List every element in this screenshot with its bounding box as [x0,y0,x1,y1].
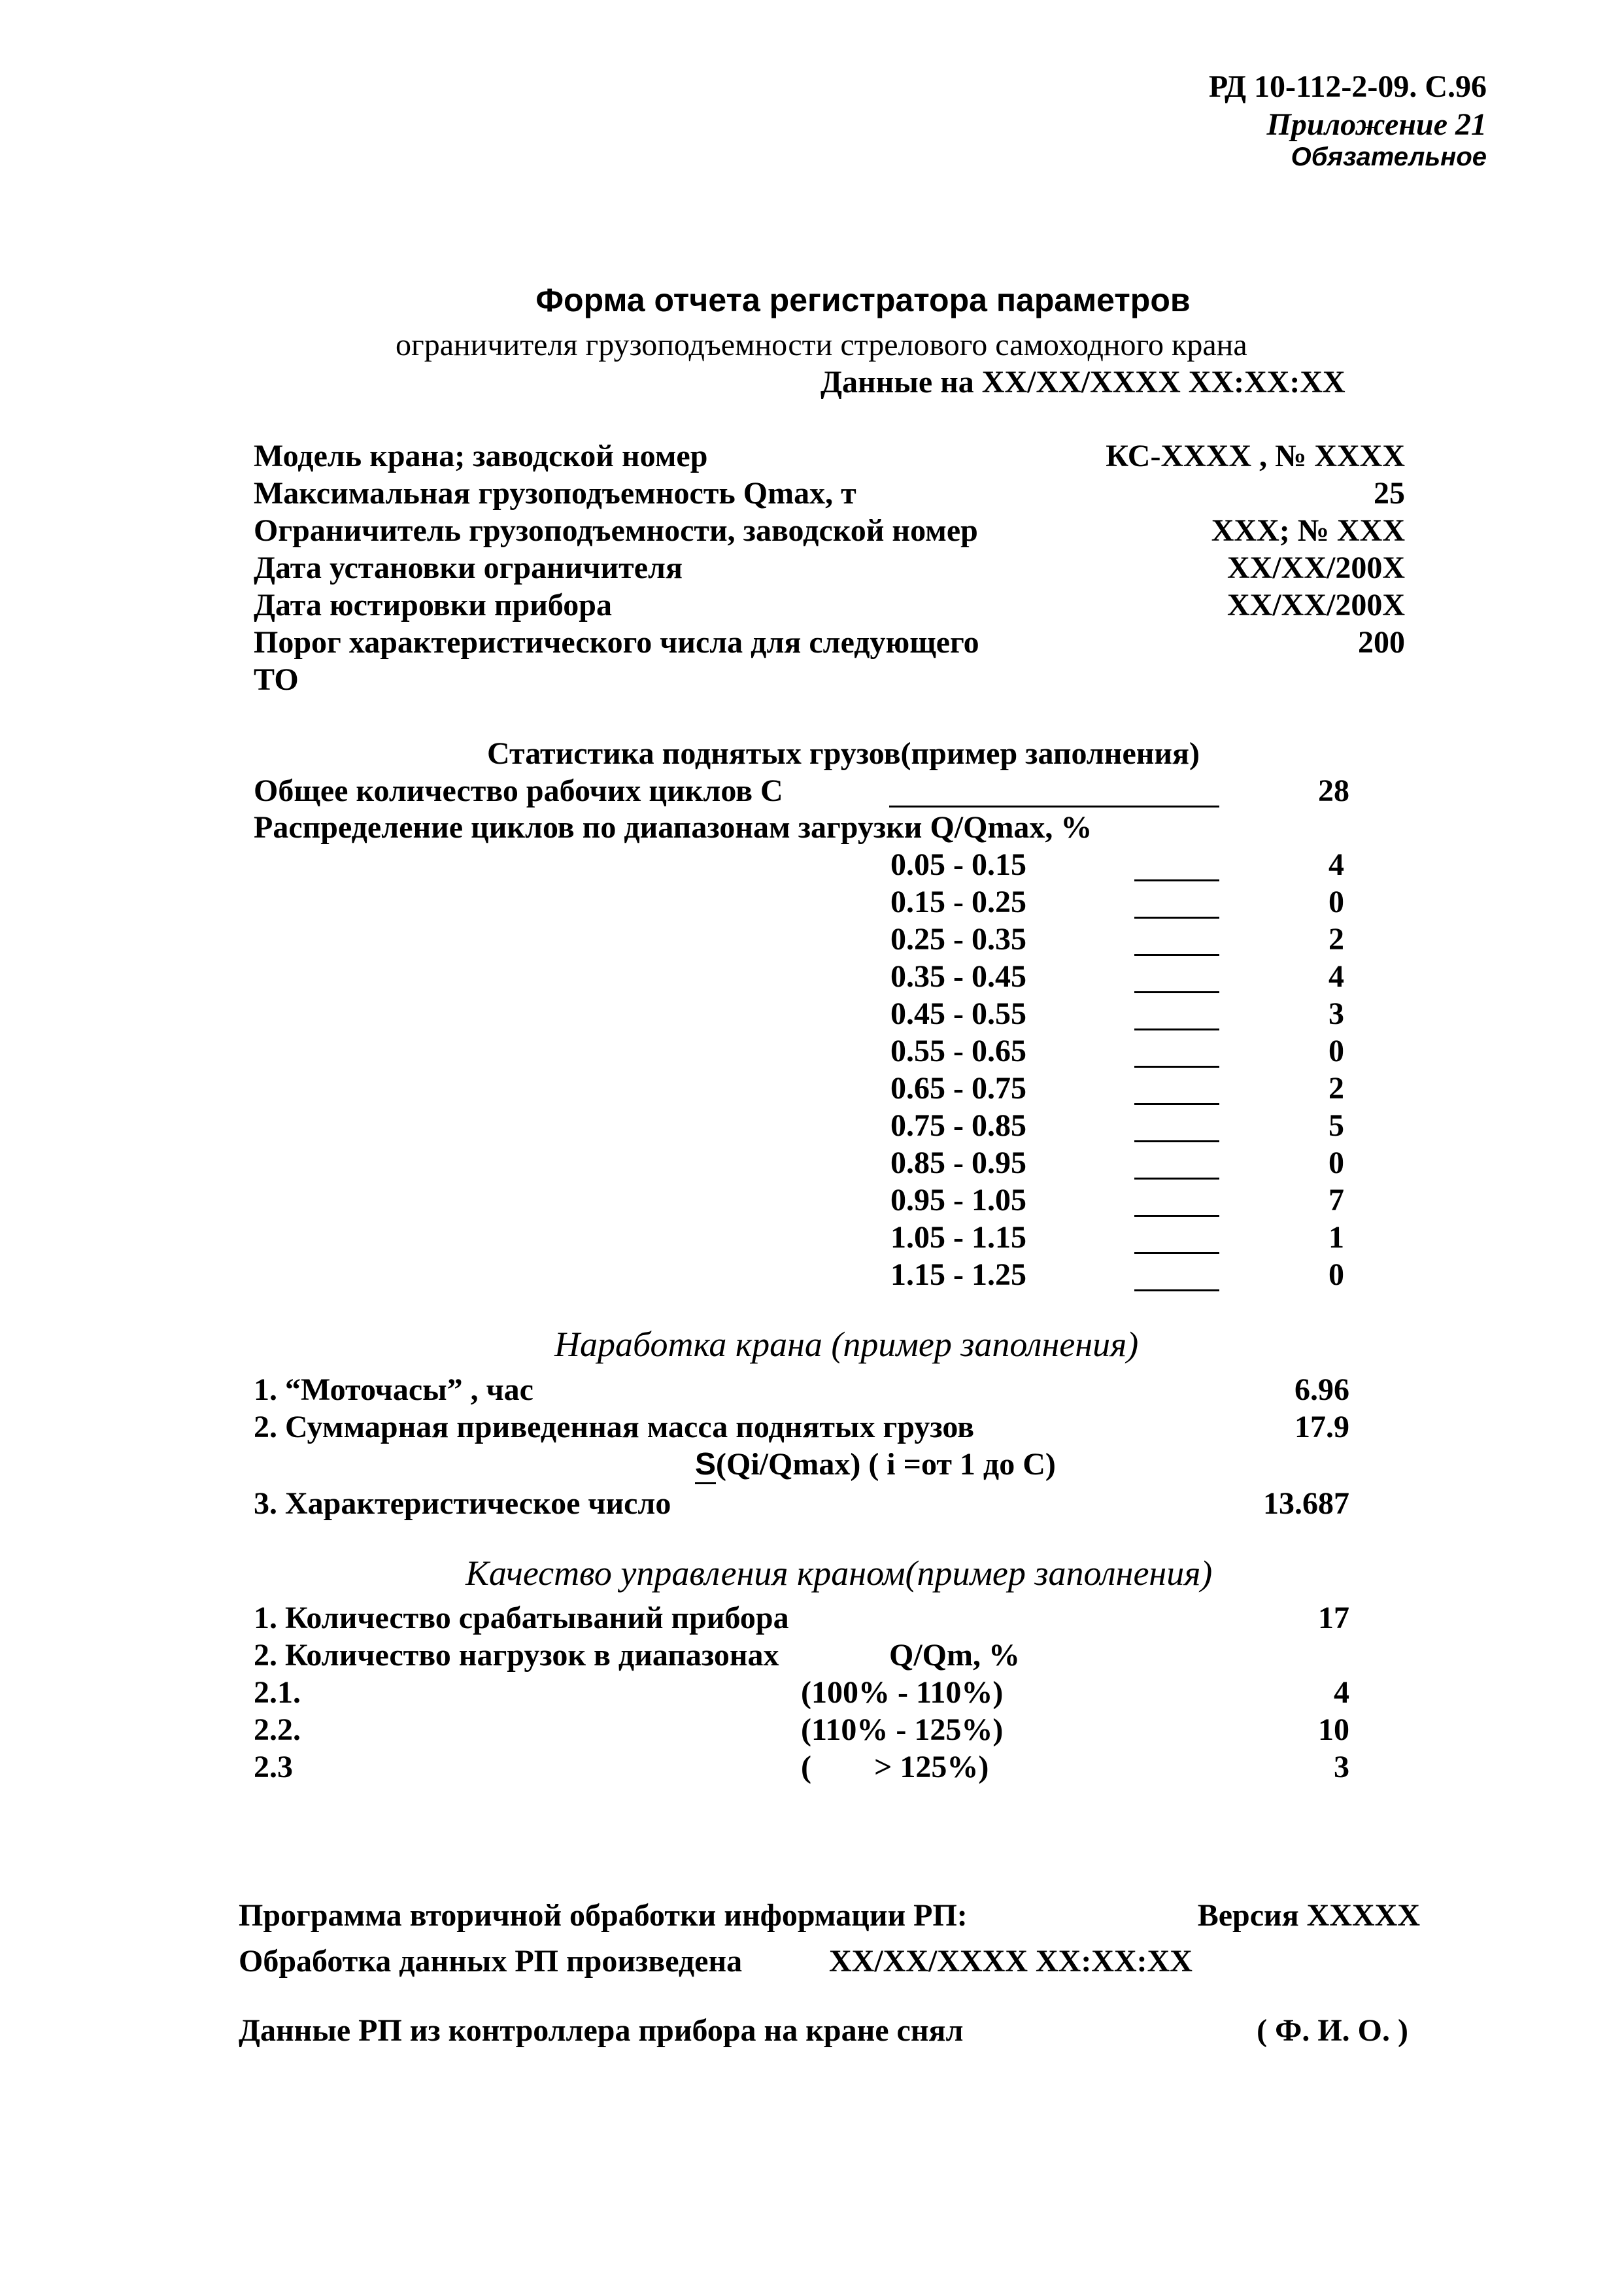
range-label: 1.15 - 1.25 [890,1257,1026,1292]
fill-line [1134,1215,1219,1217]
fill-line [1134,1066,1219,1068]
info-label: ТО [254,662,299,697]
info-value: 25 [1374,476,1405,511]
appendix-status: Обязательное [1291,143,1487,171]
range-label: 0.15 - 0.25 [890,885,1026,919]
characteristic-number-label: 3. Характеристическое число [254,1486,671,1521]
range-count: 4 [1328,847,1344,882]
fill-line [1134,1289,1219,1291]
total-mass-label: 2. Суммарная приведенная масса поднятых грузов [254,1410,975,1444]
range-count: 0 [1328,1257,1344,1292]
mass-formula [695,1446,1056,1484]
fill-line [1134,1178,1219,1180]
range-label: 0.05 - 0.15 [890,847,1026,882]
range-count: 3 [1328,996,1344,1031]
range-label: 0.35 - 0.45 [890,959,1026,994]
range-count: 2 [1328,922,1344,957]
motor-hours-label: 1. “Моточасы” , час [254,1372,533,1407]
info-label: Порог характеристического числа для следующего [254,625,979,660]
range-count: 5 [1328,1108,1344,1143]
range-label: 0.55 - 0.65 [890,1034,1026,1068]
quality-row-range: (100% - 110%) [801,1675,1004,1710]
range-count: 0 [1328,1146,1344,1180]
loads-label: 2. Количество нагрузок в диапазонах [254,1638,779,1673]
fill-line [1134,879,1219,881]
range-label: 0.45 - 0.55 [890,996,1026,1031]
info-label: Модель крана; заводской номер [254,439,708,473]
processed-label: Обработка данных РП произведена [239,1944,743,1979]
processed-value: XX/XX/XXXX XX:XX:XX [829,1944,1193,1979]
section-heading: Статистика поднятых грузов(пример заполнения) [487,736,1200,771]
formula-text: (Qi/Qmax) ( i =от 1 до С) [716,1447,1056,1482]
responsible-name: ( Ф. И. О. ) [1257,2013,1408,2048]
fill-line [1134,1252,1219,1254]
fill-line [1134,954,1219,956]
range-label: 0.75 - 0.85 [890,1108,1026,1143]
quality-row-number: 2.3 [254,1750,293,1784]
quality-row-value: 10 [1318,1712,1349,1747]
report-date-line: Данные на XX/XX/XXXX XX:XX:XX [820,365,1345,400]
distribution-label: Распределение циклов по диапазонам загрузки Q/Qmax, % [254,810,1092,845]
triggers-label: 1. Количество срабатываний прибора [254,1601,789,1635]
sum-symbol: S [695,1446,716,1484]
fill-line [1134,917,1219,919]
quality-row-value: 3 [1334,1750,1349,1784]
quality-row-range: (110% - 125%) [801,1712,1004,1747]
document-reference: РД 10-112-2-09. С.96 [1208,69,1487,104]
total-cycles-value: 28 [1318,774,1349,808]
fill-line [889,806,1219,808]
total-cycles-label: Общее количество рабочих циклов С [254,774,783,808]
range-count: 0 [1328,885,1344,919]
fill-line [1134,1103,1219,1105]
info-label: Максимальная грузоподъемность Qmax, т [254,476,856,511]
loads-unit: Q/Qm, % [889,1638,1020,1673]
info-value: КС-XXXX , № XXXX [1106,439,1405,473]
characteristic-number-value: 13.687 [1263,1486,1349,1521]
range-label: 0.85 - 0.95 [890,1146,1026,1180]
range-label: 1.05 - 1.15 [890,1220,1026,1255]
fill-line [1134,1028,1219,1030]
info-value: XX/XX/200X [1227,588,1405,622]
range-count: 4 [1328,959,1344,994]
range-count: 2 [1328,1071,1344,1106]
triggers-value: 17 [1318,1601,1349,1635]
range-label: 0.25 - 0.35 [890,922,1026,957]
range-count: 0 [1328,1034,1344,1068]
info-label: Дата юстировки прибора [254,588,612,622]
info-value: XX/XX/200X [1227,551,1405,585]
range-count: 1 [1328,1220,1344,1255]
range-label: 0.95 - 1.05 [890,1183,1026,1217]
quality-row-number: 2.2. [254,1712,301,1747]
info-label: Ограничитель грузоподъемности, заводской номер [254,513,978,548]
fill-line [1134,1140,1219,1142]
section-heading: Наработка крана (пример заполнения) [554,1325,1139,1364]
program-version: Версия XXXXX [1197,1898,1420,1933]
quality-row-range: ( > 125%) [801,1750,989,1784]
data-taken-label: Данные РП из контроллера прибора на кране снял [239,2013,964,2048]
info-value: XXX; № XXX [1211,513,1405,548]
quality-row-number: 2.1. [254,1675,301,1710]
range-count: 7 [1328,1183,1344,1217]
quality-row-value: 4 [1334,1675,1349,1710]
fill-line [1134,991,1219,993]
program-label: Программа вторичной обработки информации РП: [239,1898,968,1933]
appendix-number: Приложение 21 [1266,107,1487,142]
section-heading: Качество управления краном(пример заполнения) [465,1554,1213,1593]
info-label: Дата установки ограничителя [254,551,683,585]
report-subtitle: ограничителя грузоподъемности стрелового самоходного крана [396,328,1247,362]
info-value: 200 [1358,625,1405,660]
range-label: 0.65 - 0.75 [890,1071,1026,1106]
report-title: Форма отчета регистратора параметров [535,282,1191,318]
motor-hours-value: 6.96 [1294,1372,1349,1407]
total-mass-value: 17.9 [1294,1410,1349,1444]
